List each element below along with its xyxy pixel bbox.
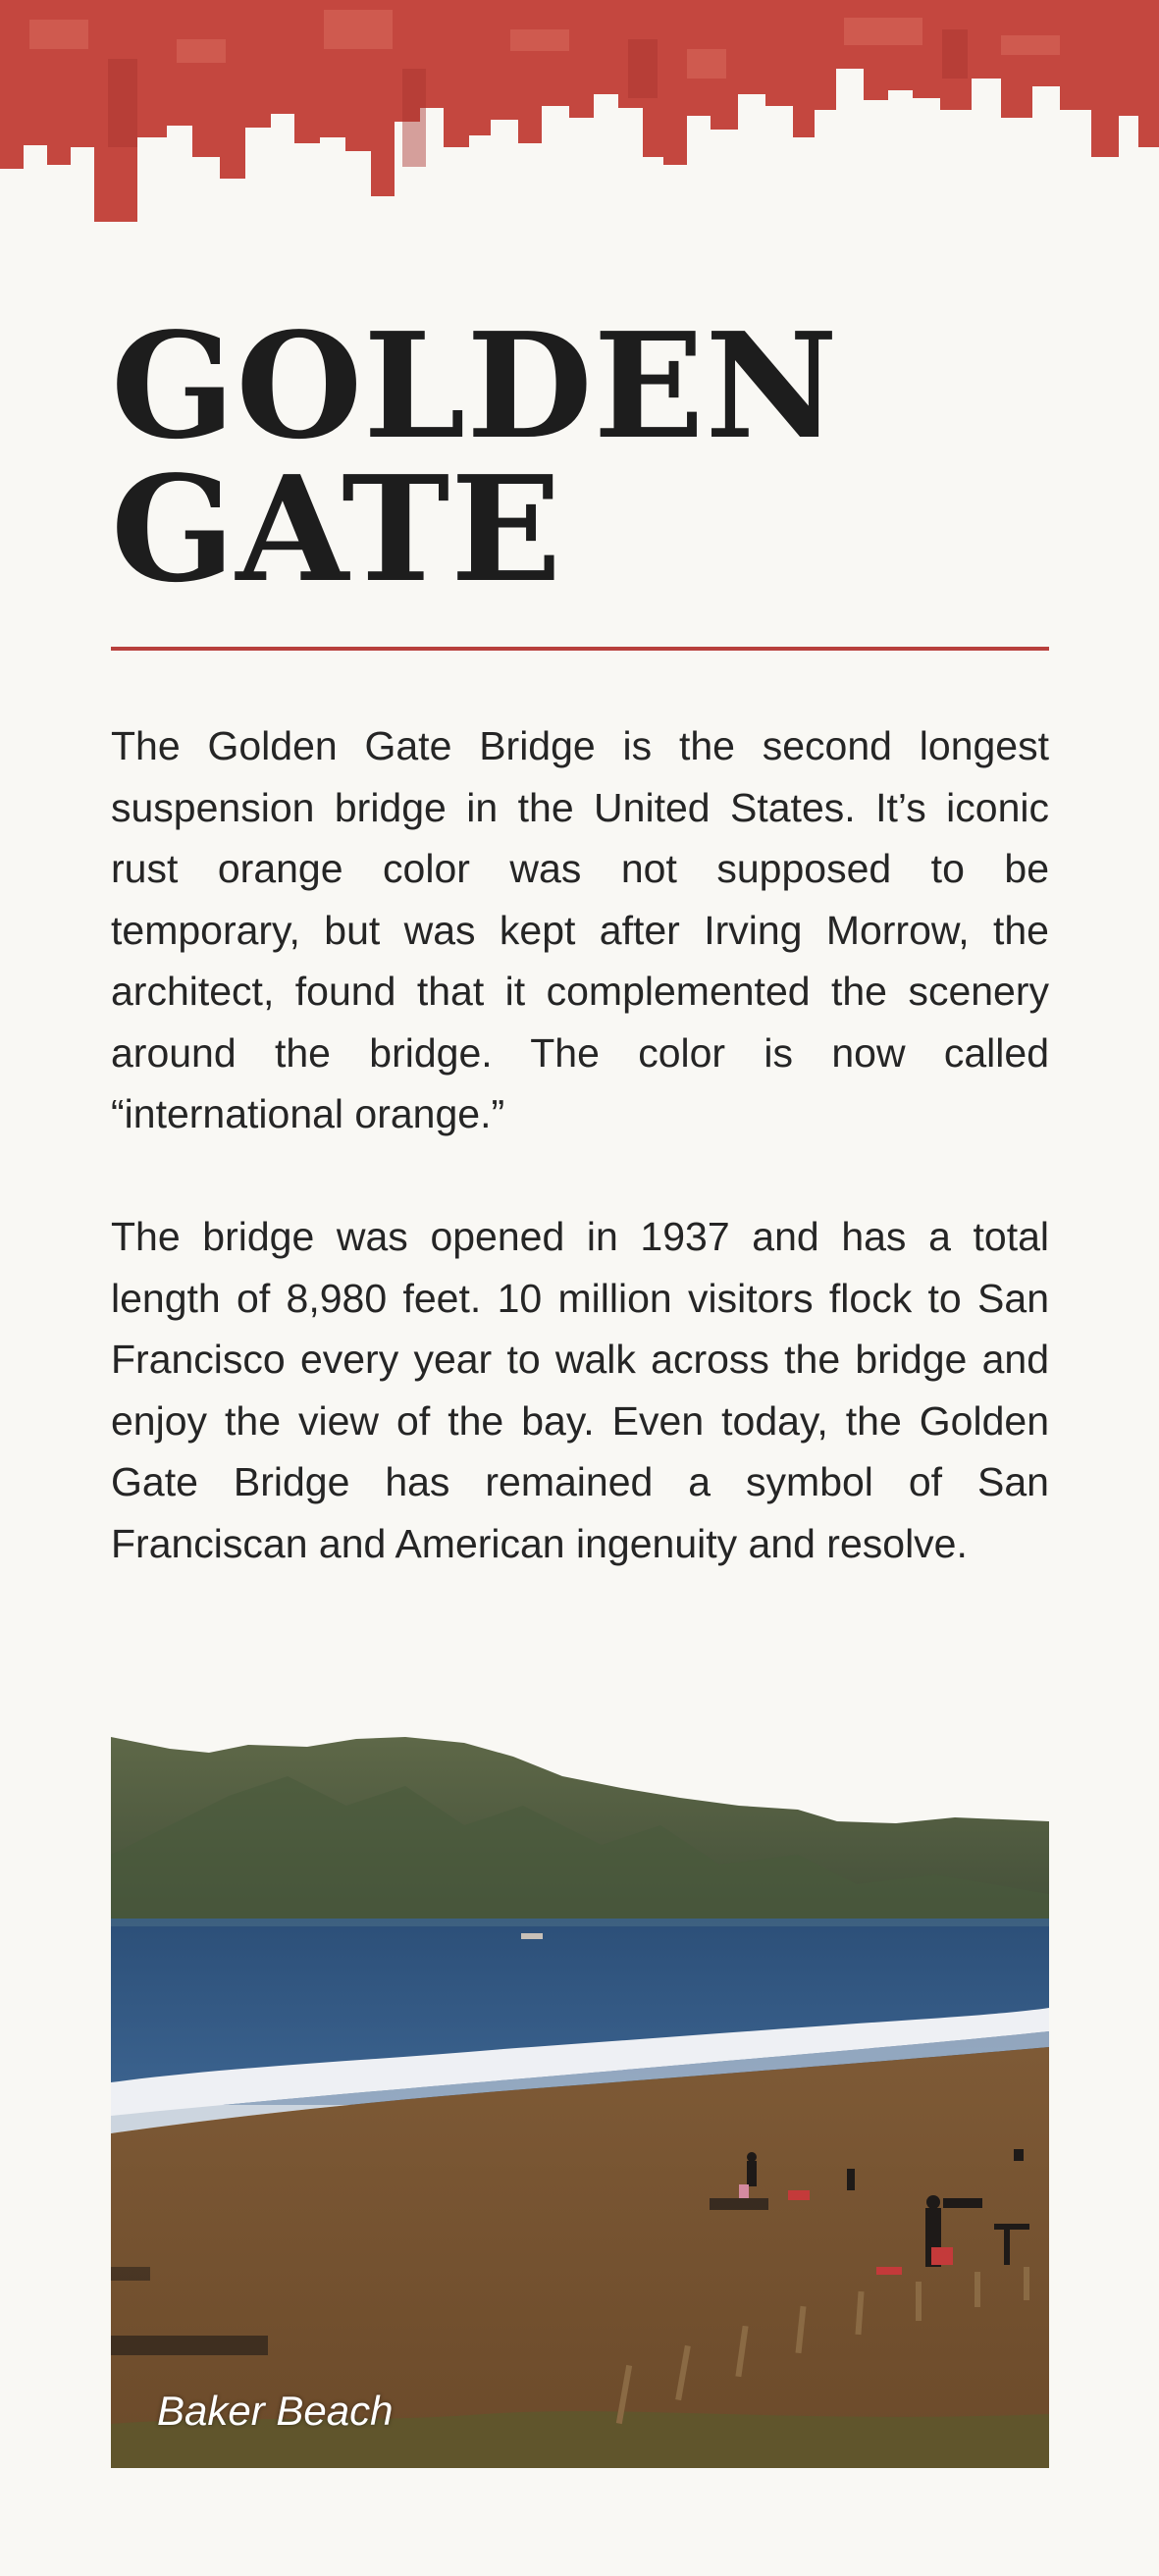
title-line-1: GOLDEN xyxy=(111,300,839,471)
page-title xyxy=(111,300,1053,614)
title-divider xyxy=(111,647,1049,651)
body-paragraph-2: The bridge was opened in 1937 and has a total length of 8,980 feet. 10 million visitors flock to San Francisco every year to walk across the bridge and enjoy the view of the bay. Even today, the Golden Gate Bridge has remained a symbol of San Franciscan and American ingenuity and resolve. xyxy=(111,1214,1049,1566)
beach-photo-illustration xyxy=(111,1737,1049,2468)
photo-caption: Baker Beach xyxy=(157,2388,394,2434)
skyline-banner xyxy=(0,0,1159,226)
beach-photo xyxy=(111,1737,1049,2468)
skyline-silhouette xyxy=(0,0,1159,222)
body-paragraph-1: The Golden Gate Bridge is the second longest suspension bridge in the United States. It’s iconic rust orange color was not supposed to be temporary, but was kept after Irving Morrow, the architect, found that it complemented the scenery around the bridge. The color is now called “international orange.” xyxy=(111,723,1049,1136)
title-line-2: GATE xyxy=(111,444,563,614)
